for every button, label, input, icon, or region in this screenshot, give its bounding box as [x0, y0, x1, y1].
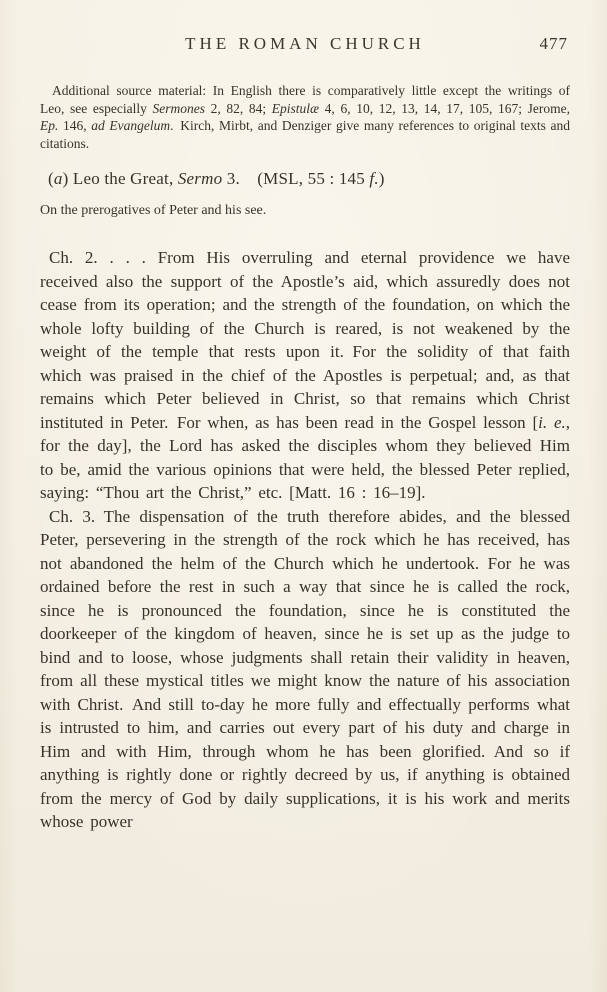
running-title: THE ROMAN CHURCH — [185, 34, 425, 53]
section-heading — [40, 168, 570, 190]
page-number: 477 — [539, 34, 568, 53]
text-segment: Ep. — [40, 118, 59, 133]
running-head — [40, 34, 570, 54]
text-segment: Sermones — [152, 100, 205, 116]
text-segment: ) — [378, 169, 385, 188]
section-subtitle: On the prerogatives of Peter and his see. — [40, 203, 267, 218]
text-segment: Ch. 2. . . . From His overruling and eternal providence we have received also the support of the Apostle’s aid, which assuredly does not cease from its operation; and the strength of the foundation, on which the whole lofty building of the Church is reared, is not weakened by the weight of the temple that rests upon it. For the solidity of that faith which was praised in the chief of the Apostles is perpetual; and, as that remains which Peter believed in Christ, so that remains which Christ instituted in Peter. For when, as has been read in the Gospel lesson [ — [40, 248, 570, 432]
text-segment: Additional source material: In English there is comparatively little except the writings of Leo, see especially — [40, 83, 570, 116]
text-segment: ) Leo the Great, — [62, 169, 178, 188]
text-segment: i. e. — [538, 412, 566, 432]
text-segment: ( — [48, 169, 54, 188]
text-segment: , for the day], the Lord has asked the disciples whom they believed Him to be, amid the various opinions that were held, the blessed Peter replied, saying: “Thou art the Christ,” etc. [Matt. 16 : 16–19]. — [40, 412, 570, 502]
text-segment: 146, — [58, 118, 92, 133]
text-segment: ad Evangelum — [91, 118, 171, 133]
text-segment: Epistulæ — [271, 100, 320, 116]
text-segment: 4, 6, 10, 12, 13, 14, 17, 105, 167; Jerome, — [319, 100, 570, 116]
text-segment: Sermo — [177, 169, 223, 188]
text-segment: f. — [369, 169, 379, 188]
source-note-paragraph — [40, 82, 570, 152]
paragraph-ch3: Ch. 3. The dispensation of the truth therefore abides, and the blessed Peter, persevering in the strength of the rock which he has received, has not abandoned the helm of the Church which he undertook. For he was ordained before the rest in such a way that since he is called the rock, since he is pronounced the foundation, since he is constituted the doorkeeper of the kingdom of heaven, since he is set up as the judge to bind and to loose, whose judgments shall retain their validity in heaven, from all these mystical titles we might know the nature of his association with Christ. And still to-day he more fully and effectually performs what is intrusted to him, and carries out every part of his duty and charge in Him and with Him, through whom he has been glorified. And so if anything is rightly done or rightly decreed by us, if anything is obtained from the mercy of God by daily supplications, it is his work and merits whose power — [40, 506, 570, 831]
text-segment: 3. (MSL, 55 : 145 — [222, 169, 370, 188]
paragraph-ch2 — [40, 246, 570, 505]
text-segment: 2, 82, 84; — [204, 100, 272, 116]
text-segment: a — [53, 169, 63, 188]
text-segment: . Kirch, Mirbt, and Denziger give many references to original texts and citations. — [40, 118, 571, 151]
